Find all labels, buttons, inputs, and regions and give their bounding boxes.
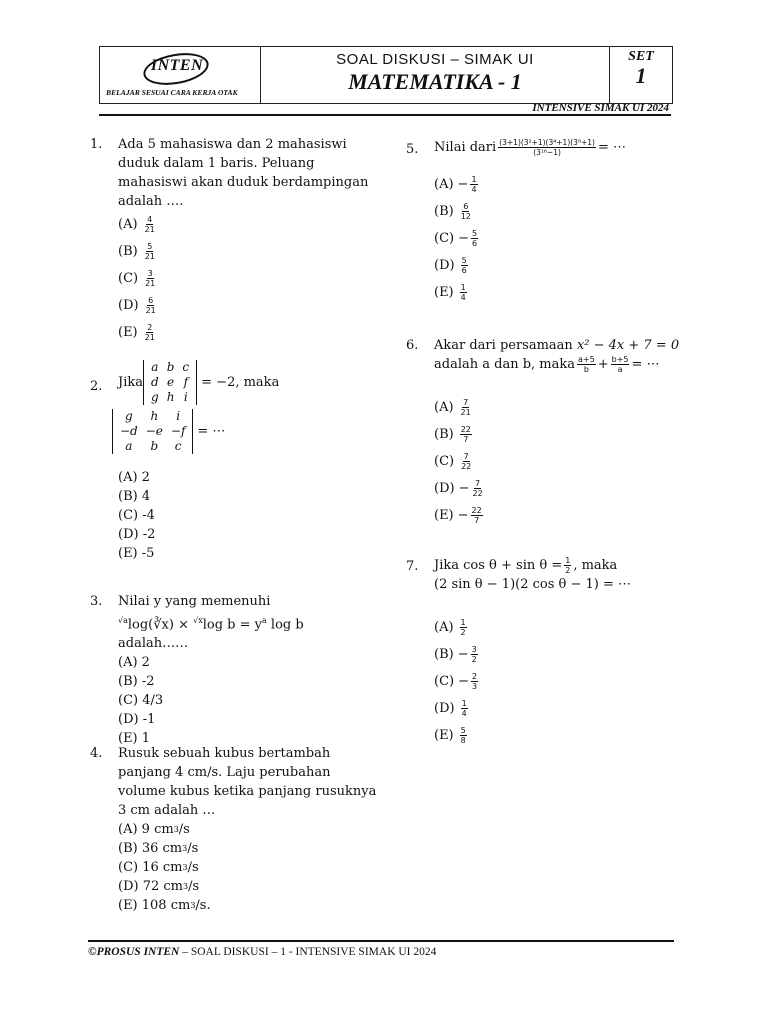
question-number: 1. — [90, 137, 103, 152]
log-expr-1: log(∛x) × — [127, 617, 189, 633]
option-fraction — [144, 323, 156, 342]
log-base-2: √x — [193, 616, 203, 625]
question-6 — [406, 336, 686, 529]
matrix-table — [147, 360, 193, 405]
fraction-numerator: b+5 — [611, 355, 629, 364]
option-item: (C) -4 — [118, 508, 155, 523]
option-label: (A) 9 cm — [118, 822, 174, 837]
matrix-entry: e — [167, 375, 175, 389]
question-text: adalah a dan b, maka — [434, 357, 575, 372]
option-item — [434, 722, 686, 749]
option-fraction — [460, 425, 472, 444]
set-label: SET — [628, 49, 654, 64]
question-7 — [406, 556, 686, 749]
fraction-numerator: 4 — [147, 215, 153, 224]
matrix-entry: h — [150, 409, 159, 423]
fraction-numerator: 5 — [461, 256, 467, 265]
options-list — [118, 468, 380, 563]
option-item: (D) -1 — [118, 712, 156, 728]
question-3 — [90, 592, 380, 748]
matrix-entry: a — [125, 439, 133, 453]
question-text-line — [434, 556, 686, 575]
fraction-numerator: 5 — [472, 229, 478, 238]
option-item — [434, 252, 686, 279]
matrix-entry: i — [183, 390, 188, 404]
fraction-numerator: 1 — [471, 175, 477, 184]
option-label: (C) — [434, 231, 455, 246]
option-item — [118, 877, 380, 896]
footer-divider — [88, 940, 674, 942]
log-base-1: √a — [118, 616, 128, 625]
matrix-asked — [112, 409, 193, 454]
fraction-numerator: 2 — [147, 323, 153, 332]
matrix-entry: f — [183, 375, 189, 389]
determinant-asked — [112, 409, 380, 454]
fraction-denominator: 21 — [145, 279, 156, 288]
option-label: (C) — [434, 674, 455, 689]
footer — [88, 946, 436, 958]
option-label: (C) 16 cm — [118, 860, 183, 875]
question-number: 7. — [406, 559, 419, 574]
question-text: , maka — [573, 558, 618, 573]
matrix-row — [147, 375, 193, 390]
question-lead: Jika — [118, 375, 143, 390]
question-text-line: panjang 4 cm/s. Laju perubahan — [118, 765, 331, 780]
matrix-entry: i — [176, 409, 181, 423]
option-label: (B) — [434, 204, 454, 219]
options-list — [434, 394, 686, 529]
question-5 — [406, 138, 686, 306]
fraction-denominator: 12 — [460, 212, 471, 221]
equation-tail: = ⋯ — [631, 357, 660, 372]
fraction-numerator: 7 — [475, 479, 481, 488]
question-1 — [90, 135, 380, 346]
header-divider — [99, 114, 671, 116]
option-label: (A) — [434, 177, 454, 192]
fraction-numerator: 7 — [463, 452, 469, 461]
fraction-denominator: 4 — [461, 709, 467, 718]
option-item — [434, 502, 686, 529]
option-fraction — [460, 618, 467, 637]
set-cell — [610, 47, 672, 103]
option-item — [118, 858, 380, 877]
question-text-line: adalah…… — [118, 636, 189, 652]
matrix-entry: b — [166, 360, 175, 374]
fraction-denominator: 6 — [461, 266, 467, 275]
question-text: Jika cos θ + sin θ = — [434, 558, 563, 573]
option-item: (E) -5 — [118, 546, 155, 561]
question-text-line: 3 cm adalah … — [118, 803, 216, 818]
option-sign: − — [457, 508, 469, 523]
option-item: (C) 4/3 — [118, 693, 164, 709]
matrix-row — [116, 409, 189, 424]
option-item — [434, 225, 686, 252]
log-expr-3: log b — [270, 617, 304, 633]
option-label: (D) — [434, 481, 455, 496]
fraction-denominator: 7 — [463, 435, 469, 444]
question-text-line: (2 sin θ − 1)(2 cos θ − 1) = ⋯ — [434, 577, 632, 592]
option-item — [434, 448, 686, 475]
options-list — [434, 614, 686, 749]
option-fraction — [460, 398, 472, 417]
fraction-denominator: b — [583, 365, 589, 374]
option-label: (E) — [118, 325, 138, 340]
page-title: MATEMATIKA - 1 — [348, 69, 522, 94]
option-sign: − — [458, 231, 469, 246]
option-label: (B) 36 cm — [118, 841, 183, 856]
fraction-denominator: 21 — [145, 306, 156, 315]
question-text-line: volume kubus ketika panjang rusuknya — [118, 784, 377, 799]
fraction-denominator: 8 — [460, 736, 466, 745]
title-cell — [261, 47, 610, 103]
fraction-denominator: 7 — [474, 516, 480, 525]
option-item — [434, 695, 686, 722]
matrix-row — [147, 390, 193, 405]
option-label: (E) — [434, 508, 454, 523]
fraction-denominator: 2 — [471, 655, 477, 664]
question-number: 6. — [406, 338, 419, 353]
option-fraction — [471, 506, 483, 525]
option-fraction — [460, 283, 467, 302]
option-item — [118, 896, 380, 915]
option-label: (D) 72 cm — [118, 879, 183, 894]
option-fraction — [144, 242, 156, 261]
fraction-denominator: 21 — [144, 225, 155, 234]
option-item: (B) -2 — [118, 674, 155, 690]
option-item — [434, 668, 686, 695]
question-number: 3. — [90, 594, 103, 609]
fraction-denominator: 4 — [471, 185, 477, 194]
unit-exponent: 3 — [173, 825, 179, 834]
plus-sign: + — [597, 357, 609, 372]
option-sign: − — [458, 481, 470, 496]
option-item — [118, 238, 380, 265]
equation-text: = −2, maka — [201, 375, 280, 390]
option-fraction — [145, 296, 157, 315]
option-item: (E) 1 — [118, 731, 151, 747]
option-fraction — [461, 699, 468, 718]
fraction-denominator: 21 — [460, 408, 471, 417]
fraction-half — [564, 556, 571, 575]
matrix-entry: g — [151, 390, 159, 404]
fraction-numerator: 22 — [460, 425, 471, 434]
fraction-denominator: 21 — [144, 333, 155, 342]
fraction-denominator: 21 — [144, 252, 155, 261]
option-fraction — [470, 175, 477, 194]
fraction-denominator: 6 — [472, 239, 478, 248]
option-label: (E) — [434, 285, 454, 300]
matrix-entry: c — [174, 439, 182, 453]
option-item — [118, 211, 380, 238]
option-item — [434, 475, 686, 502]
option-label: (C) — [118, 271, 139, 286]
matrix-entry: g — [125, 409, 133, 423]
logo-tagline: BELAJAR SESUAI CARA KERJA OTAK — [106, 88, 238, 97]
matrix-entry: c — [182, 360, 190, 374]
option-unit-tail: /s — [187, 841, 199, 856]
exponent: a — [261, 616, 267, 625]
fraction-numerator: 1 — [565, 556, 571, 565]
option-label: (B) — [434, 427, 454, 442]
question-text-line — [434, 336, 686, 355]
fraction-denominator: 2 — [565, 566, 571, 575]
fraction-numerator: 1 — [461, 699, 467, 708]
option-fraction — [471, 479, 483, 498]
option-item — [434, 279, 686, 306]
option-fraction — [460, 452, 472, 471]
options-list — [118, 211, 380, 346]
option-item — [434, 394, 686, 421]
question-number: 2. — [90, 379, 103, 394]
fraction-2 — [611, 355, 630, 374]
option-unit-tail: /s — [187, 860, 199, 875]
fraction-denominator: 2 — [460, 628, 466, 637]
option-item — [434, 421, 686, 448]
logo-cell — [100, 47, 261, 103]
option-item — [434, 198, 686, 225]
options-list — [118, 820, 380, 915]
fraction-numerator: a+5 — [578, 355, 595, 364]
header-box — [99, 46, 673, 104]
option-fraction — [471, 645, 478, 664]
option-label: (B) — [118, 244, 138, 259]
fraction-denominator: 3 — [472, 682, 478, 691]
option-item — [434, 641, 686, 668]
option-fraction — [471, 229, 478, 248]
fraction-numerator: (3+1)(3²+1)(3⁴+1)(3⁸+1) — [499, 138, 595, 147]
option-label: (B) — [434, 647, 454, 662]
question-4 — [90, 744, 380, 915]
option-item — [118, 265, 380, 292]
fraction-numerator: 3 — [471, 645, 477, 654]
matrix-row — [147, 360, 193, 375]
fraction-numerator: 7 — [463, 398, 469, 407]
footer-text: – SOAL DISKUSI – 1 - INTENSIVE SIMAK UI 2024 — [179, 946, 437, 958]
matrix-entry: a — [151, 360, 159, 374]
matrix-entry: −f — [170, 424, 186, 438]
fraction-numerator: 2 — [472, 672, 478, 681]
option-label: (A) — [118, 217, 138, 232]
header-right-label: INTENSIVE SIMAK UI 2024 — [532, 102, 669, 114]
question-text-line: Rusuk sebuah kubus bertambah — [118, 746, 331, 761]
option-sign: − — [457, 647, 469, 662]
option-unit-tail: /s — [178, 822, 190, 837]
question-2 — [90, 360, 380, 563]
fraction-denominator: (3¹⁶−1) — [533, 148, 561, 157]
matrix-entry: −d — [120, 424, 138, 438]
option-item: (B) 4 — [118, 489, 151, 504]
fraction-numerator: 6 — [148, 296, 154, 305]
option-fraction — [460, 726, 467, 745]
option-label: (E) — [434, 728, 454, 743]
fraction-numerator: 6 — [463, 202, 469, 211]
set-number: 1 — [635, 63, 647, 88]
matrix-row — [116, 439, 189, 454]
question-text-line: mahasiswi akan duduk berdampingan — [118, 175, 369, 190]
option-fraction — [144, 269, 156, 288]
fraction-denominator: a — [617, 365, 623, 374]
question-number: 4. — [90, 746, 103, 761]
fraction-expression — [498, 138, 596, 157]
logo-text: INTEN — [150, 57, 204, 74]
option-label: (A) — [434, 400, 454, 415]
option-item — [118, 820, 380, 839]
determinant-given — [118, 360, 380, 405]
equation-text: = ⋯ — [197, 424, 226, 439]
option-fraction — [471, 672, 478, 691]
matrix-table — [116, 409, 189, 454]
subtitle: SOAL DISKUSI – SIMAK UI — [336, 51, 534, 68]
option-item — [118, 839, 380, 858]
option-label: (E) 108 cm — [118, 898, 191, 913]
option-label: (D) — [434, 258, 455, 273]
matrix-entry: −e — [145, 424, 163, 438]
question-text-line: Ada 5 mahasiswa dan 2 mahasiswi — [118, 137, 347, 152]
question-text-line: duduk dalam 1 baris. Peluang — [118, 156, 315, 171]
unit-exponent: 3 — [190, 901, 196, 910]
option-sign: − — [458, 674, 469, 689]
question-text-line — [434, 355, 686, 374]
question-text-line: adalah …. — [118, 194, 184, 209]
options-list — [118, 653, 380, 748]
option-item — [118, 319, 380, 346]
fraction-1 — [577, 355, 596, 374]
option-item — [434, 614, 686, 641]
option-label: (A) — [434, 620, 454, 635]
fraction-numerator: 3 — [147, 269, 153, 278]
fraction-numerator: 1 — [460, 618, 466, 627]
fraction-denominator: 4 — [460, 293, 466, 302]
option-unit-tail: /s. — [195, 898, 211, 913]
option-label: (D) — [434, 701, 455, 716]
fraction-denominator: 22 — [461, 462, 472, 471]
log-expr-2: log b = y — [202, 617, 262, 633]
matrix-given — [143, 360, 197, 405]
question-lead: Nilai dari — [434, 140, 497, 155]
question-text-line: Nilai y yang memenuhi — [118, 594, 271, 609]
unit-exponent: 3 — [182, 863, 188, 872]
fraction-numerator: 22 — [471, 506, 482, 515]
matrix-entry: b — [150, 439, 159, 453]
option-fraction — [461, 256, 468, 275]
options-list — [434, 171, 686, 306]
unit-exponent: 3 — [182, 882, 189, 891]
matrix-row — [116, 424, 189, 439]
equation: x² − 4x + 7 = 0 — [576, 338, 680, 353]
fraction-numerator: 1 — [460, 283, 466, 292]
option-item — [434, 171, 686, 198]
fraction-denominator: 22 — [472, 489, 483, 498]
fraction-numerator: 5 — [460, 726, 466, 735]
option-item: (A) 2 — [118, 655, 150, 671]
question-text: Akar dari persamaan — [434, 338, 573, 353]
option-item — [118, 292, 380, 319]
log-equation — [118, 611, 380, 634]
option-item: (D) -2 — [118, 527, 156, 542]
option-fraction — [460, 202, 472, 221]
fraction-numerator: 5 — [147, 242, 153, 251]
question-number: 5. — [406, 142, 419, 157]
footer-brand: ©PROSUS INTEN — [88, 946, 180, 958]
option-label: (C) — [434, 454, 455, 469]
option-fraction — [144, 215, 156, 234]
unit-exponent: 3 — [182, 844, 188, 853]
option-sign: − — [457, 177, 469, 192]
matrix-entry: h — [166, 390, 175, 404]
equation-tail: = ⋯ — [597, 140, 626, 155]
option-unit-tail: /s — [188, 879, 200, 894]
option-item: (A) 2 — [118, 470, 150, 485]
option-label: (D) — [118, 298, 139, 313]
matrix-entry: d — [151, 375, 159, 389]
